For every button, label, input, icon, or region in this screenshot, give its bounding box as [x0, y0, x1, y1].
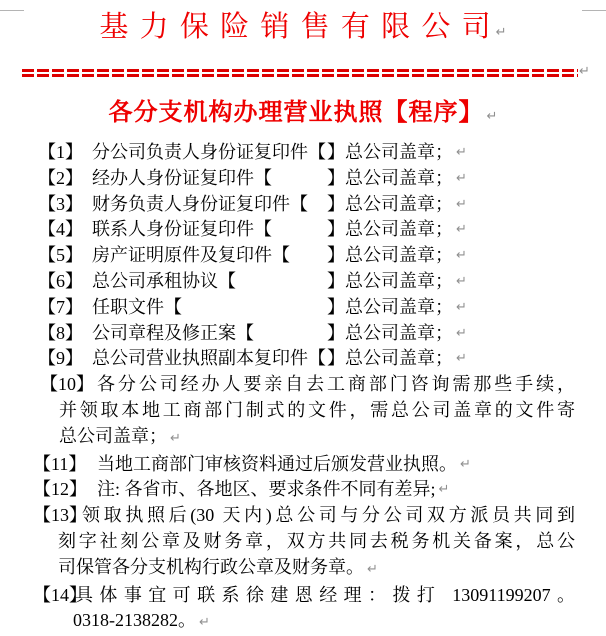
item-number: 【11】 [33, 453, 87, 474]
paragraph-mark: ↵ [579, 64, 590, 79]
list-item-13 [33, 503, 575, 582]
item-14-line-2 [73, 608, 575, 636]
item-number: 【7】 [38, 296, 83, 317]
procedure-list [0, 140, 606, 636]
item-text: 刻字社刻公章及财务章，双方共同去税务机关备案，总公 [58, 530, 575, 551]
item-stamp-note: 】总公司盖章； [327, 245, 453, 266]
item-10-line-1 [40, 372, 575, 398]
list-item-14 [33, 583, 575, 636]
document-subtitle [0, 98, 606, 132]
paragraph-mark: ↵ [456, 196, 467, 212]
paragraph-mark: ↵ [199, 615, 210, 631]
list-item-4 [38, 217, 606, 243]
item-document: 房产证明原件及复印件【 [92, 245, 290, 266]
paragraph-mark: ↵ [456, 248, 467, 264]
item-text: 总公司盖章； [59, 425, 167, 446]
paragraph-mark: ↵ [486, 109, 498, 124]
paragraph-mark: ↵ [456, 170, 467, 186]
item-number: 【2】 [38, 167, 83, 188]
paragraph-mark: ↵ [456, 273, 467, 289]
item-stamp-note: 】总公司盖章； [327, 142, 453, 162]
item-document: 联系人身份证复印件【 [92, 219, 272, 240]
paragraph-mark: ↵ [170, 430, 181, 446]
page-boundary-mark-left [0, 10, 24, 11]
item-text: 具体事宜可联系徐建恩经理：拨打 13091199207。 [75, 584, 575, 605]
item-text: 并领取本地工商部门制式的文件，需总公司盖章的文件寄 [59, 399, 575, 420]
item-number: 【8】 [38, 322, 83, 343]
list-item-7 [38, 295, 606, 321]
item-number: 【10】 [40, 374, 94, 395]
paragraph-mark: ↵ [438, 482, 450, 498]
item-text: 司保管各分支机构行政公章及财务章。 [58, 556, 364, 577]
item-text: 0318-2138282。 [73, 610, 196, 631]
item-number: 【6】 [38, 270, 83, 291]
list-item-2 [38, 166, 606, 192]
paragraph-mark: ↵ [456, 299, 467, 315]
item-stamp-note: 】总公司盖章； [327, 296, 453, 317]
item-stamp-note: 】总公司盖章； [327, 193, 453, 214]
paragraph-mark: ↵ [456, 351, 467, 367]
item-document: 分公司负责人身份证复印件【 [92, 142, 326, 162]
item-text: 注: 各省市、各地区、要求条件不同有差异; [97, 479, 436, 500]
item-document: 总公司承租协议【 [92, 270, 236, 291]
list-item-6 [38, 269, 606, 295]
item-number: 【4】 [38, 219, 83, 240]
word-document-page [0, 8, 606, 634]
item-document: 总公司营业执照副本复印件【 [92, 348, 326, 369]
paragraph-mark: ↵ [495, 25, 507, 40]
list-item-5 [38, 243, 606, 269]
item-number: 【9】 [38, 348, 83, 369]
item-number: 【1】 [38, 142, 83, 162]
item-13-line-1 [33, 503, 575, 529]
item-14-line-1 [33, 583, 575, 609]
item-stamp-note: 】总公司盖章； [327, 167, 453, 188]
item-document: 财务负责人身份证复印件【 [92, 193, 308, 214]
document-subtitle-text: 各分支机构办理营业执照【程序】 [108, 100, 484, 126]
list-item-9 [38, 346, 606, 372]
list-item-8 [38, 321, 606, 347]
item-number: 【13】 [33, 505, 87, 526]
item-number: 【12】 [33, 479, 87, 500]
item-document: 公司章程及修正案【 [92, 322, 254, 343]
item-text: 当地工商部门审核资料通过后颁发营业执照。 [97, 453, 457, 474]
item-13-line-2 [58, 529, 575, 555]
rule-bar-bottom [22, 74, 578, 77]
company-title-text: 基 力 保 险 销 售 有 限 公 司 [99, 11, 493, 43]
item-13-line-3 [58, 555, 575, 583]
page-boundary-mark-right [582, 10, 606, 11]
company-title [0, 8, 606, 52]
item-document: 经办人身份证复印件【 [92, 167, 272, 188]
list-item-10 [40, 372, 575, 451]
item-number: 【14】 [33, 584, 87, 605]
item-text: 各分公司经办人要亲自去工商部门咨询需那些手续， [97, 374, 575, 395]
double-rule [22, 69, 578, 77]
double-rule-divider [22, 64, 594, 79]
rule-bar-top [22, 69, 578, 72]
paragraph-mark: ↵ [460, 456, 471, 472]
item-stamp-note: 】总公司盖章； [327, 348, 453, 369]
item-document: 任职文件【 [92, 296, 182, 317]
item-number: 【5】 [38, 245, 83, 266]
paragraph-mark: ↵ [456, 145, 467, 160]
list-item-12 [33, 477, 606, 503]
list-item-11 [33, 452, 606, 478]
list-item-3 [38, 192, 606, 218]
item-stamp-note: 】总公司盖章； [327, 219, 453, 240]
paragraph-mark: ↵ [456, 325, 467, 341]
list-item-1 [38, 140, 606, 166]
item-stamp-note: 】总公司盖章； [327, 270, 453, 291]
paragraph-mark: ↵ [367, 561, 378, 577]
item-10-line-3 [59, 424, 575, 452]
item-text: 领取执照后(30 天内)总公司与分公司双方派员共同到 [82, 505, 575, 526]
item-stamp-note: 】总公司盖章； [327, 322, 453, 343]
item-number: 【3】 [38, 193, 83, 214]
paragraph-mark: ↵ [456, 222, 467, 238]
item-10-line-2 [59, 398, 575, 424]
